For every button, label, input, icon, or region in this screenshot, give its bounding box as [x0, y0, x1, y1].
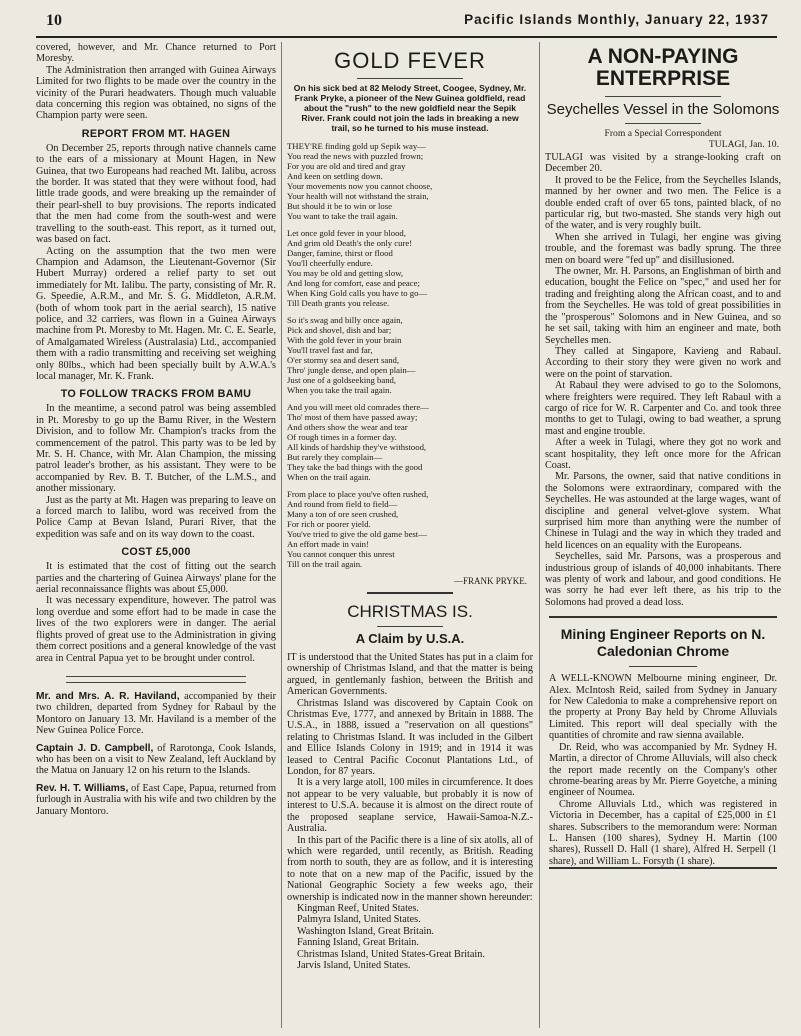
poem-line: When on the trail again.	[287, 472, 371, 482]
divider	[625, 123, 701, 124]
column-left	[36, 42, 276, 1032]
poem-line: So it's swag and billy once again,	[287, 315, 403, 325]
mining-article	[549, 616, 777, 869]
poem-line: And long for comfort, ease and peace;	[287, 278, 420, 288]
poem-stanza	[287, 489, 533, 569]
notice-text: of Rarotonga, Cook Islands, who has been on a visit to New Zealand, left Auckland by the Matua on January 12 on his return to the Islands.	[36, 742, 276, 777]
poem-line: Of rough times in a former day.	[287, 432, 397, 442]
poem-line: You may be old and getting slow,	[287, 268, 404, 278]
paragraph: On December 25, reports through native channels came to the ears of a missionary at Mount Hagen, in New Guinea, that two Europeans had reached Mt. Ialibu, across the border. It was stated that they were without food, had little trade goods, and were breaking up the remainder of their pearl-shell to buy provisions. The reports indicated that the men had come from the south-west and were travelling to the south-east. This report, as it turned out, was based on fact.	[36, 142, 276, 246]
paragraph: Acting on the assumption that the two men were Champion and Adamson, the Lieutenant-Governor (Sir Hubert Murray) ordered a relief party to set out immediately for Mt. Ialibu. The party, consisting of Mr. R. G. Speedie, A.R.M., and Mr. S. G. Middleton, A.R.M. (both of whom took part in the aerial search), 15 native police, and 32 carriers, was flown in a Guinea Airways machine from Pt. Moresby to Mt. Hagen. Mr. C. E. Searle, of Amalgamated Wireless (Australasia) Ltd., accompanied them with a radio transmitting and receiving set weighing only 80lbs., which had been specially built by A.W.A.'s local manager, Mr. K. Frank.	[36, 245, 276, 382]
poem-line: Till Death grants you release.	[287, 298, 390, 308]
paragraph: When she arrived in Tulagi, her engine was giving trouble, and the foremast was badly sprung. The three men on board were "fed up" and disillusioned.	[545, 231, 781, 266]
section-heading: TO FOLLOW TRACKS FROM BAMU	[60, 388, 252, 401]
paragraph: After a week in Tulagi, where they got no work and scant hospitality, they left once more for the African Coast.	[545, 437, 781, 471]
paragraph: It is a very large atoll, 100 miles in circumference. It does not appear to be very valuable, but probably it is now of interest to U.S.A. because it is almost on the direct route of the proposed seaplane service, Hawaii-Samoa-N.Z.-Australia.	[287, 777, 533, 835]
column-rule	[539, 42, 540, 1028]
poem	[287, 141, 533, 569]
paragraph: In the meantime, a second patrol was being assembled in Pt. Moresby to go up the Bamu River, in the Western Division, and to follow Mr. Champion's tracks from the commencement of the patrol. This party was to be led by Mr. S. H. Chance, with Mr. Alan Champion, the missing patrol leader's brother, as his assistant. They were to be accompanied by Rev. B. T. Butcher, of the L.M.S., and another missionary.	[36, 403, 276, 495]
article-deck: On his sick bed at 82 Melody Street, Coogee, Sydney, Mr. Frank Pryke, a pioneer of the New Guinea goldfield, read about the "rush" to the new goldfield near the Sepik River. Frank could not join the lads in breaking a new trail, so he turned to his muse instead.	[293, 83, 527, 133]
poem-line: You cannot conquer this unrest	[287, 549, 395, 559]
poem-line: And you will meet old comrades there—	[287, 402, 429, 412]
notice-name: Rev. H. T. Williams,	[36, 782, 129, 794]
article-subtitle: A Claim by U.S.A.	[355, 631, 465, 646]
list-item: Palmyra Island, United States.	[297, 914, 421, 926]
paragraph: IT is understood that the United States has put in a claim for ownership of Christmas Island, and that the matter is being argued, in gentlemanly fashion, between the British and American Governments.	[287, 652, 533, 698]
poem-line: When King Gold calls you have to go—	[287, 288, 428, 298]
paragraph: Chrome Alluvials Ltd., which was registered in Victoria in December, has a capital of £25,000 in £1 shares. Subscribers to the memorandum were: Norman L. Hansen (100 shares), Sydney H. Martin (100 shares), Russell D. Hall (1 share), Alfred H. Serpell (1 share), and William L. Forsyth (1 share).	[549, 798, 777, 867]
poem-line: But should it be to win or lose	[287, 201, 392, 211]
poem-line: And grim old Death's the only cure!	[287, 238, 413, 248]
list-item: Fanning Island, Great Britain.	[297, 937, 419, 949]
poem-stanza	[287, 402, 533, 482]
poem-line: Your movements now you cannot choose,	[287, 181, 433, 191]
poem-signature: —FRANK PRYKE.	[453, 576, 527, 586]
article-subtitle: Seychelles Vessel in the Solomons	[546, 101, 780, 118]
poem-line: When you take the trail again.	[287, 385, 392, 395]
divider	[66, 682, 246, 683]
notice-text: of East Cape, Papua, returned from furlough in Australia with his wife and two children by the January Montoro.	[36, 782, 276, 817]
correspondent-line: From a Special Correspondent	[604, 128, 722, 139]
poem-line: Many a ton of ore seen crushed,	[287, 509, 399, 519]
poem-line: You've tried to give the old game best—	[287, 529, 427, 539]
poem-stanza	[287, 228, 533, 308]
paragraph: It proved to be the Felice, from the Seychelles Islands, manned by her owner and two men. The Felice is a double ended craft of over 65 tons, painted black, of no particular rig, but two-masted. She stands very high out of the water, and is very roughly built.	[545, 174, 781, 232]
column-rule	[281, 42, 282, 1028]
poem-line: For rich or poorer yield.	[287, 519, 371, 529]
section-heading: COST £5,000	[121, 546, 191, 559]
poem-line: Till on the trail again.	[287, 559, 363, 569]
column-right	[545, 42, 781, 1032]
island-list	[287, 903, 533, 971]
poem-line: Just one of a goldseeking band,	[287, 375, 397, 385]
article-title: Mining Engineer Reports on N. Caledonian Chrome	[560, 626, 766, 660]
personal-notice	[36, 783, 276, 817]
poem-line: And keen on settling down.	[287, 171, 383, 181]
divider	[357, 78, 463, 79]
poem-line: Your health will not withstand the strain,	[287, 191, 429, 201]
poem-line: Let once gold fever in your blood,	[287, 228, 406, 238]
divider	[605, 96, 721, 97]
paragraph: They called at Singapore, Kavieng and Rabaul. According to their story they were given no work and were on the point of starvation.	[545, 345, 781, 380]
poem-line: But rarely they complain—	[287, 452, 383, 462]
poem-line: They take the bad things with the good	[287, 462, 423, 472]
poem-line: An effort made in vain!	[287, 539, 369, 549]
poem-stanza	[287, 141, 533, 221]
poem-line: With the gold fever in your brain	[287, 335, 402, 345]
poem-line: Pick and shovel, dish and bar;	[287, 325, 392, 335]
divider	[367, 592, 453, 594]
notice-text: accompanied by their two children, departed from Sydney for Rabaul by the Montoro on January 13. Mr. Haviland is a member of the New Guinea Police Force.	[36, 690, 276, 737]
personal-notice	[36, 691, 276, 737]
paragraph: It was necessary expenditure, however. The patrol was long overdue and some effort had to be made in case the lives of the two explorers were in danger. The aerial flights proved of great use to the Administration in giving them correct positions and a general knowledge of the vast area in Central Papua yet to be brought under control.	[36, 595, 276, 664]
poem-line: O'er stormy sea and desert sand,	[287, 355, 400, 365]
paragraph: At Rabaul they were advised to go to the Solomons, where freighters were required. They left Rabaul with a cargo of rice for W. R. Carpenter and Co. and took three months to get to Tulagi, owing to bad weather, a sprung mast and engine trouble.	[545, 380, 781, 437]
paragraph: TULAGI was visited by a strange-looking craft on December 20.	[545, 152, 781, 175]
paragraph: covered, however, and Mr. Chance returned to Port Moresby.	[36, 42, 276, 65]
section-heading: REPORT FROM MT. HAGEN	[81, 127, 231, 140]
paragraph: It is estimated that the cost of fitting out the search parties and the chartering of Guinea Airways' plane for the aerial reconnaissance flights was about £5,000.	[36, 561, 276, 596]
poem-line: And round from field to field—	[287, 499, 398, 509]
paragraph: In this part of the Pacific there is a line of six atolls, all of which were regarded, until recently, as British. Reading from north to south, they are as follow, and it is interesting to note that on a new map of the Pacific, issued by the National Geographic Society a few weeks ago, their ownership is indicated now in the manner shown hereunder:	[287, 834, 533, 903]
divider	[66, 676, 246, 677]
paragraph: Seychelles, said Mr. Parsons, was a prosperous and industrious group of islands of 40,000 inhabitants. There was plenty of work and labour, and good conditions. He was sorry he had ever left there, as his trip to the Solomons had proved a dead loss.	[545, 551, 781, 608]
list-item: Christmas Island, United States-Great Britain.	[297, 948, 485, 960]
column-middle	[287, 42, 533, 1032]
paragraph: The Administration then arranged with Guinea Airways Limited for two flights to be made over the country in the vicinity of the Purari headwaters. Though much valuable data concerning this region was obtained, no signs of the Champion party were seen.	[36, 64, 276, 122]
page-number: 10	[46, 12, 62, 29]
poem-line: You'll travel fast and far,	[287, 345, 373, 355]
poem-line: For you are old and tired and gray	[287, 161, 406, 171]
poem-line: THEY'RE finding gold up Sepik way—	[287, 141, 426, 151]
poem-line: Tho' most of them have passed away;	[287, 412, 418, 422]
article-title: CHRISTMAS IS.	[347, 602, 473, 621]
publication-title: Pacific Islands Monthly, January 22, 1937	[464, 12, 769, 27]
divider	[629, 666, 697, 667]
poem-line: From place to place you've often rushed,	[287, 489, 429, 499]
poem-line: You'll cheerfully endure.	[287, 258, 373, 268]
notice-name: Mr. and Mrs. A. R. Haviland,	[36, 690, 180, 702]
paragraph: The owner, Mr. H. Parsons, an Englishman of birth and education, bought the Felice on "spec," and used her for trading and freighting along the African coast, and to and from the Seychelles. He was told of great possibilities in the "prosperous" Solomons and in New Guinea, and so he set sail, taking with him an engineer and mate, both Seychelles men.	[545, 266, 781, 346]
poem-line: Thro' jungle dense, and open plain—	[287, 365, 416, 375]
list-item: Jarvis Island, United States.	[297, 959, 411, 971]
dateline: TULAGI, Jan. 10.	[708, 139, 779, 150]
article-title: GOLD FEVER	[334, 48, 486, 73]
paragraph: Just as the party at Mt. Hagen was preparing to leave on a forced march to Ialibu, word was received from the Police Camp at Bevan Island, Purari River, that the expedition was safe and on its way down to the coast.	[36, 494, 276, 540]
poem-line: All kinds of hardship they've withstood,	[287, 442, 427, 452]
article-title: A NON-PAYING ENTERPRISE	[587, 45, 739, 90]
poem-line: You want to take the trail again.	[287, 211, 398, 221]
paragraph: Mr. Parsons, the owner, said that native conditions in the Solomons were extraordinary, compared with the Seychelles. He was astounded at the large wages, want of discipline and general velvet-glove system. What surprised him more than anything were the number of Chinese in Tulagi and the way in which they traded and held licences on an equality with the Europeans.	[545, 471, 781, 551]
divider	[377, 626, 443, 627]
poem-line: You read the news with puzzled frown;	[287, 151, 424, 161]
notice-name: Captain J. D. Campbell,	[36, 742, 154, 754]
personal-notice	[36, 743, 276, 777]
paragraph: A WELL-KNOWN Melbourne mining engineer, Dr. Alex. McIntosh Reid, sailed from Sydney in January for New Caledonia to make a comprehensive report on the property at Prony Bay held by Chrome Alluvials Limited. This report will deal specially with the quantities of chromite and raw sienna available.	[549, 673, 777, 742]
poem-line: Danger, famine, thirst or flood	[287, 248, 393, 258]
list-item: Kingman Reef, United States.	[297, 902, 419, 914]
paragraph: Dr. Reid, who was accompanied by Mr. Sydney H. Martin, a director of Chrome Alluvials, will also check the report made recently on the Company's other chrome-bearing areas by Mr. Pierre Goyetche, a mining engineer of Noumea.	[549, 741, 777, 799]
poem-stanza	[287, 315, 533, 395]
paragraph: Christmas Island was discovered by Captain Cook on Christmas Eve, 1777, and annexed by Britain in 1888. The U.S.A., in 1888, issued a "reservation on all questions" relating to Christmas Island. It was included in the Gilbert and Ellice Islands Colony in 1919; and in 1914 it was leased to Central Pacific Coconut Plantations Ltd., of London, for 87 years.	[287, 697, 533, 778]
running-header	[36, 6, 777, 38]
poem-line: And others show the wear and tear	[287, 422, 408, 432]
list-item: Washington Island, Great Britain.	[297, 925, 434, 937]
